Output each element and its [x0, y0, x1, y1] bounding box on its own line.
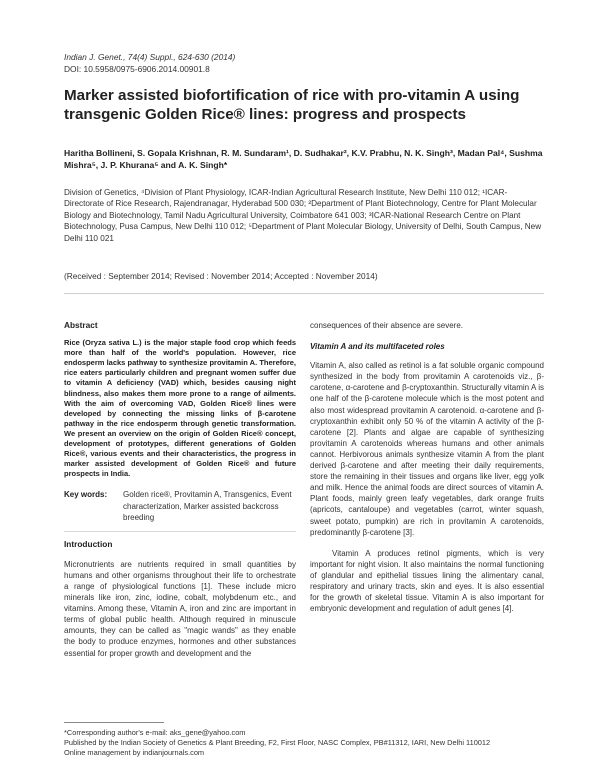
introduction-heading: Introduction: [64, 538, 113, 549]
publisher-note: Published by the Indian Society of Genetics & Plant Breeding, F2, First Floor, NASC Complex, PB#11312, IARI, New Delhi 110012: [64, 737, 491, 747]
footnote-divider: [64, 722, 164, 723]
abstract-body: Rice (Oryza sativa L.) is the major staple food crop which feeds more than half of the world's population. However, rice endosperm lacks pathway to synthesize provitamin A. Therefore, rice eaters particularly children and pregnant women suffer due to vitamin A deficiency (VAD) which, besides causing night blindness, also makes them more prone to a range of ailments. With the aim of overcoming VAD, Golden Rice® lines were developed by connecting the missing links of β-carotene pathway in the rice endosperm through genetic transformation. We present an overview on the origin of Golden Rice® concept, development of prototypes, different generations of Golden Rice®, various events and their characteristics, the progress in marker assisted development of Golden Rice® and future prospects in India.: [64, 338, 296, 479]
journal-header: [64, 52, 544, 75]
affiliations: Division of Genetics, ⁴Division of Plant Physiology, ICAR-Indian Agricultural Research Institute, New Delhi 110 012; ¹ICAR-Directorate of Rice Research, Rajendranagar, Hyderabad 500 030; ²Department of Plant Biotechnology, Centre for Plant Molecular Biology and Biotechnology, Tamil Nadu Agricultural University, Coimbatore 641 003; ³ICAR-National Research Centre on Plant Biotechnology, Pusa Campus, New Delhi 110 012; ⁵Department of Plant Molecular Biology, University of Delhi, South Campus, New Delhi 110 021: [64, 188, 542, 243]
online-management: Online management by indianjournals.com: [64, 747, 205, 757]
abstract-heading: Abstract: [64, 320, 98, 330]
footer: [64, 728, 544, 757]
header-divider: [64, 293, 544, 294]
vitamin-a-paragraph-2: Vitamin A produces retinol pigments, which is very important for night vision. It also maintains the normal functioning of glandular and epithelial tissues lining the alimentary canal, respiratory and urinary tracts, skin and eyes. It is also essential for the growth of skeletal tissue. Vitamin A is also important for embryonic development and regulation of adult genes [4].: [310, 548, 544, 614]
vitamin-a-paragraph-1: Vitamin A, also called as retinol is a fat soluble organic compound synthesized in the body from provitamin A carotenoids viz., β-carotene, α-carotene and β-cryptoxanthin. Structurally vitamin A is one half of the β-carotene molecule which is the most potent and also most widespread provitamin A carotenoid. α-carotene and β- cryptoxanthin exhibit only 50 % of the vitamin A activity of the β-carotene [2]. Plants and algae are capable of synthesizing provitamin A carotenoids whereas humans and other animals cannot. Herbivorous animals synthesize vitamin A from the plant derived β-carotene and after meeting their daily requirements, store the remaining in their tissues and organs like liver, egg yolk and milk. Hence the animal foods are direct sources of vitamin A. Plant foods, mainly green leafy vegetables, dark orange fruits (apricots, cantaloupe) and vegetables (carrot, winter squash, sweet potato, pumpkin) are rich in provitamin A carotenoids, predominantly β-carotene [3].: [310, 361, 544, 537]
keywords-label: Key words:: [64, 490, 108, 500]
introduction-continuation: consequences of their absence are severe.: [310, 321, 463, 330]
doi: DOI: 10.5958/0975-6906.2014.00901.8: [64, 63, 210, 74]
corresponding-author: *Corresponding author's e-mail: aks_gene@yahoo.com: [64, 728, 246, 737]
journal-citation: Indian J. Genet., 74(4) Suppl., 624-630 (2014): [64, 52, 236, 62]
author-list: Haritha Bollineni, S. Gopala Krishnan, R. M. Sundaram¹, D. Sudhakar², K.V. Prabhu, N. K. Singh³, Madan Pal⁴, Sushma Mishra⁵, J. P. Khurana⁵ and A. K. Singh*: [64, 148, 543, 171]
right-column: [310, 320, 544, 614]
left-column: [64, 320, 296, 659]
keywords-text: Golden rice®, Provitamin A, Transgenics, Event characterization, Marker assisted backcross breeding: [123, 490, 292, 522]
introduction-body: Micronutrients are nutrients required in small quantities by humans and other organisms throughout their life to orchestrate a range of physiological functions [1]. These include micro minerals like iron, zinc, iodine, cobalt, molybdenum etc., and vitamins. Among these, Vitamin A, iron and zinc are important in terms of global public health. Although required in minuscule amounts, they can be called as "magic wands" as they enable the body to produce enzymes, hormones and other substances essential for proper growth and development and the: [64, 559, 296, 658]
received-dates: (Received : September 2014; Revised : November 2014; Accepted : November 2014): [64, 271, 378, 281]
paper-title: Marker assisted biofortification of rice with pro-vitamin A using transgenic Golden Rice® lines: progress and prospects: [64, 87, 520, 123]
vitamin-a-heading: Vitamin A and its multifaceted roles: [310, 342, 445, 352]
section-divider: [64, 531, 296, 532]
keywords: [64, 489, 296, 522]
